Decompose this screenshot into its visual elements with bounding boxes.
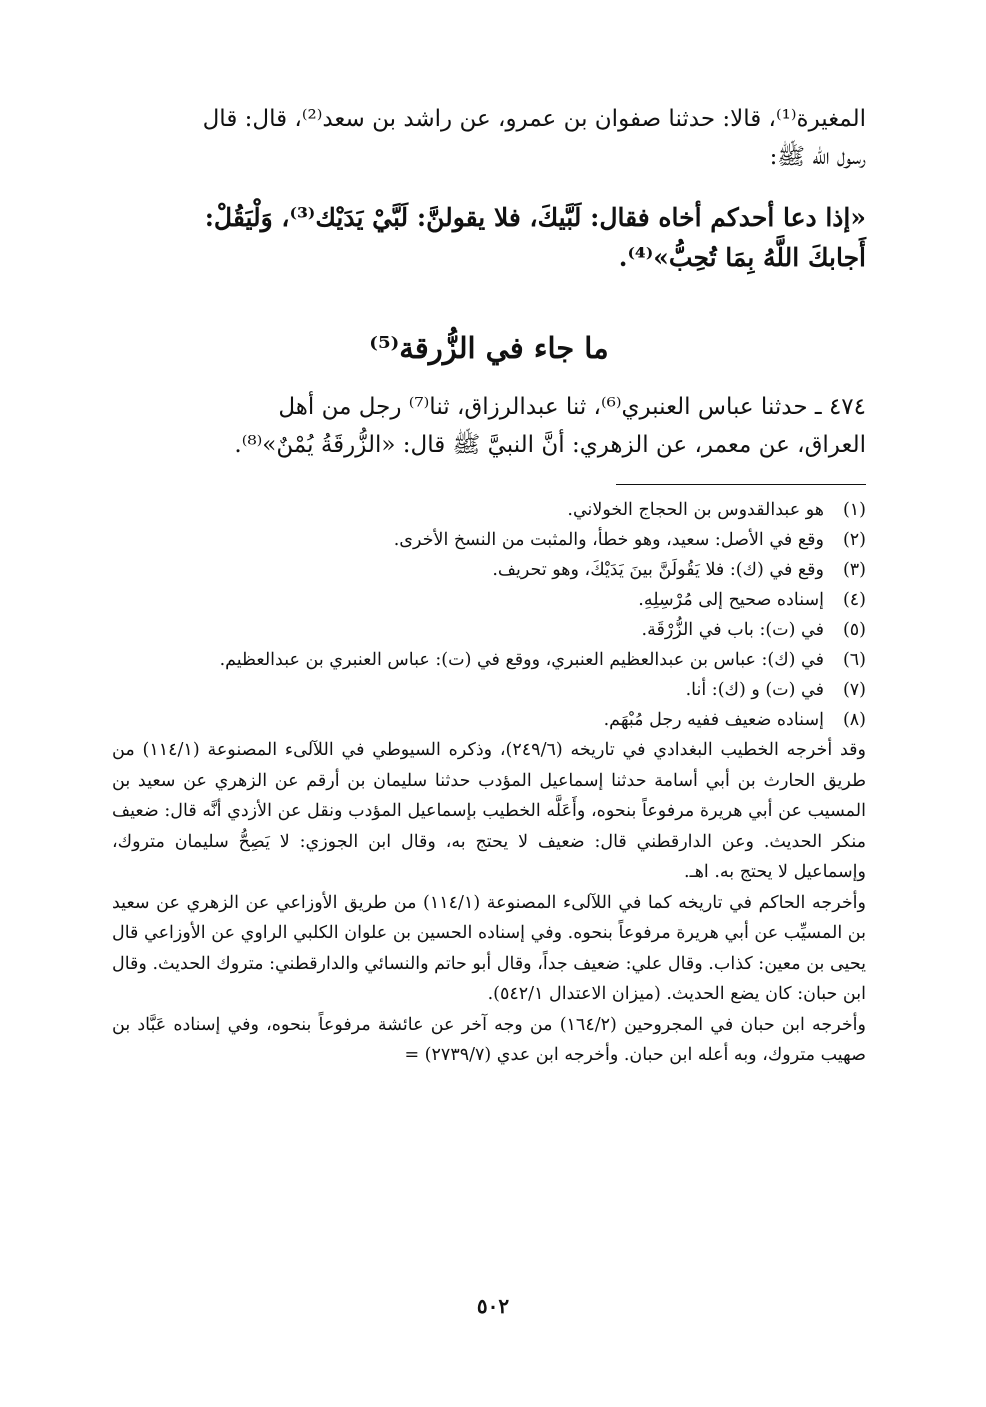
intro-line-1: المغيرة⁽¹⁾، قالا: حدثنا صفوان بن عمرو، عن راشد بن سعد⁽²⁾، قال: قال: [202, 106, 866, 132]
footnote-item: (١) هو عبدالقدوس بن الحجاج الخولاني.: [567, 500, 866, 520]
footnote-item: (٢) وقع في الأصل: سعيد، وهو خطأ، والمثبت من النسخ الأخرى.: [393, 530, 866, 550]
narration-line-1: ٤٧٤ ـ حدثنا عباس العنبري⁽⁶⁾، ثنا عبدالرزاق، ثنا⁽⁷⁾ رجل من أهل: [278, 394, 866, 420]
page-number: ٥٠٢: [476, 1294, 510, 1318]
footnote-continuation: وأخرجه الحاكم في تاريخه كما في اللآلىء المصنوعة (١١٤/١) من طريق الأوزاعي عن الزهري عن سعيد بن المسيِّب عن أبي هريرة مرفوعاً بنحوه. وفي إسناده الحسين بن علوان الكلبي الراوي عن الأوزاعي قال يحيى بن معين: كذاب. وقال علي: ضعيف جداً، وقال أبو حاتم والنسائي والدارقطني: متروك الحديث. وقال ابن حبان: كان يضع الحديث. (ميزان الاعتدال ٥٤٢/١).: [112, 892, 866, 1004]
footnote-divider: [616, 484, 866, 485]
footnote-continuation: وقد أخرجه الخطيب البغدادي في تاريخه (٢٤٩/٦)، وذكره السيوطي في اللآلىء المصنوعة (١١٤/١) من طريق الحارث بن أبي أسامة حدثنا إسماعيل المؤدب حدثنا سليمان بن أرقم عن الزهري عن سعيد بن المسيب عن أبي هريرة مرفوعاً بنحوه، وأَعَلَّه الخطيب بإسماعيل المؤدب ونقل عن الأزدي أنَّه قال: ضعيف منكر الحديث. وعن الدارقطني قال: ضعيف لا يحتج به، وقال ابن الجوزي: لا يَصِحُّ سليمان متروك، وإسماعيل لا يحتج به. اهـ.: [112, 740, 866, 882]
footnote-item: (٧) في (ت) و (ك): أنا.: [685, 680, 866, 700]
footnote-continuation: وأخرجه ابن حبان في المجروحين (١٦٤/٢) من وجه آخر عن عائشة مرفوعاً بنحوه، وفي إسناده عَبَّاد بن صهيب متروك، وبه أعله ابن حبان. وأخرجه ابن عدي (٢٧٣٩/٧) =: [112, 1014, 866, 1065]
narration-line-2: العراق، عن معمر، عن الزهري: أنَّ النبيَّ ﷺ قال: «الزُّرقَةُ يُمْنٌ»⁽⁸⁾.: [234, 432, 866, 458]
footnote-item: (٣) وقع في (ك): فلا يَقُولَنَّ بينَ يَدَيْكَ، وهو تحريف.: [492, 560, 866, 580]
footnote-item: (٥) في (ت): باب في الزُّرْقَة.: [641, 620, 866, 640]
intro-line-2: رسول الله ﷺ:: [769, 144, 866, 170]
footnotes: [112, 495, 866, 1071]
footnote-item: (٦) في (ك): عباس بن عبدالعظيم العنبري، ووقع في (ت): عباس العنبري بن عبدالعظيم.: [219, 650, 866, 670]
footnote-item: (٨) إسناده ضعيف ففيه رجل مُبْهَم.: [603, 710, 866, 730]
hadith-text: [112, 198, 866, 278]
hadith-line-1: «إذا دعا أحدكم أخاه فقال: لَبَّيكَ، فلا يقولنَّ: لَبَّيْ يَدَيْك⁽³⁾، وَلْيَقُلْ:: [204, 203, 866, 232]
intro-text: [112, 100, 866, 176]
page-content: [112, 100, 866, 1330]
footnote-item: (٤) إسناده صحيح إلى مُرْسِلِهِ.: [638, 590, 866, 610]
narration-text: [112, 388, 866, 464]
section-heading: ما جاء في الزُّرقة⁽⁵⁾: [369, 331, 609, 365]
hadith-line-2: أَجابكَ اللَّهُ بِمَا تُحِبُّ»⁽⁴⁾.: [618, 243, 866, 272]
